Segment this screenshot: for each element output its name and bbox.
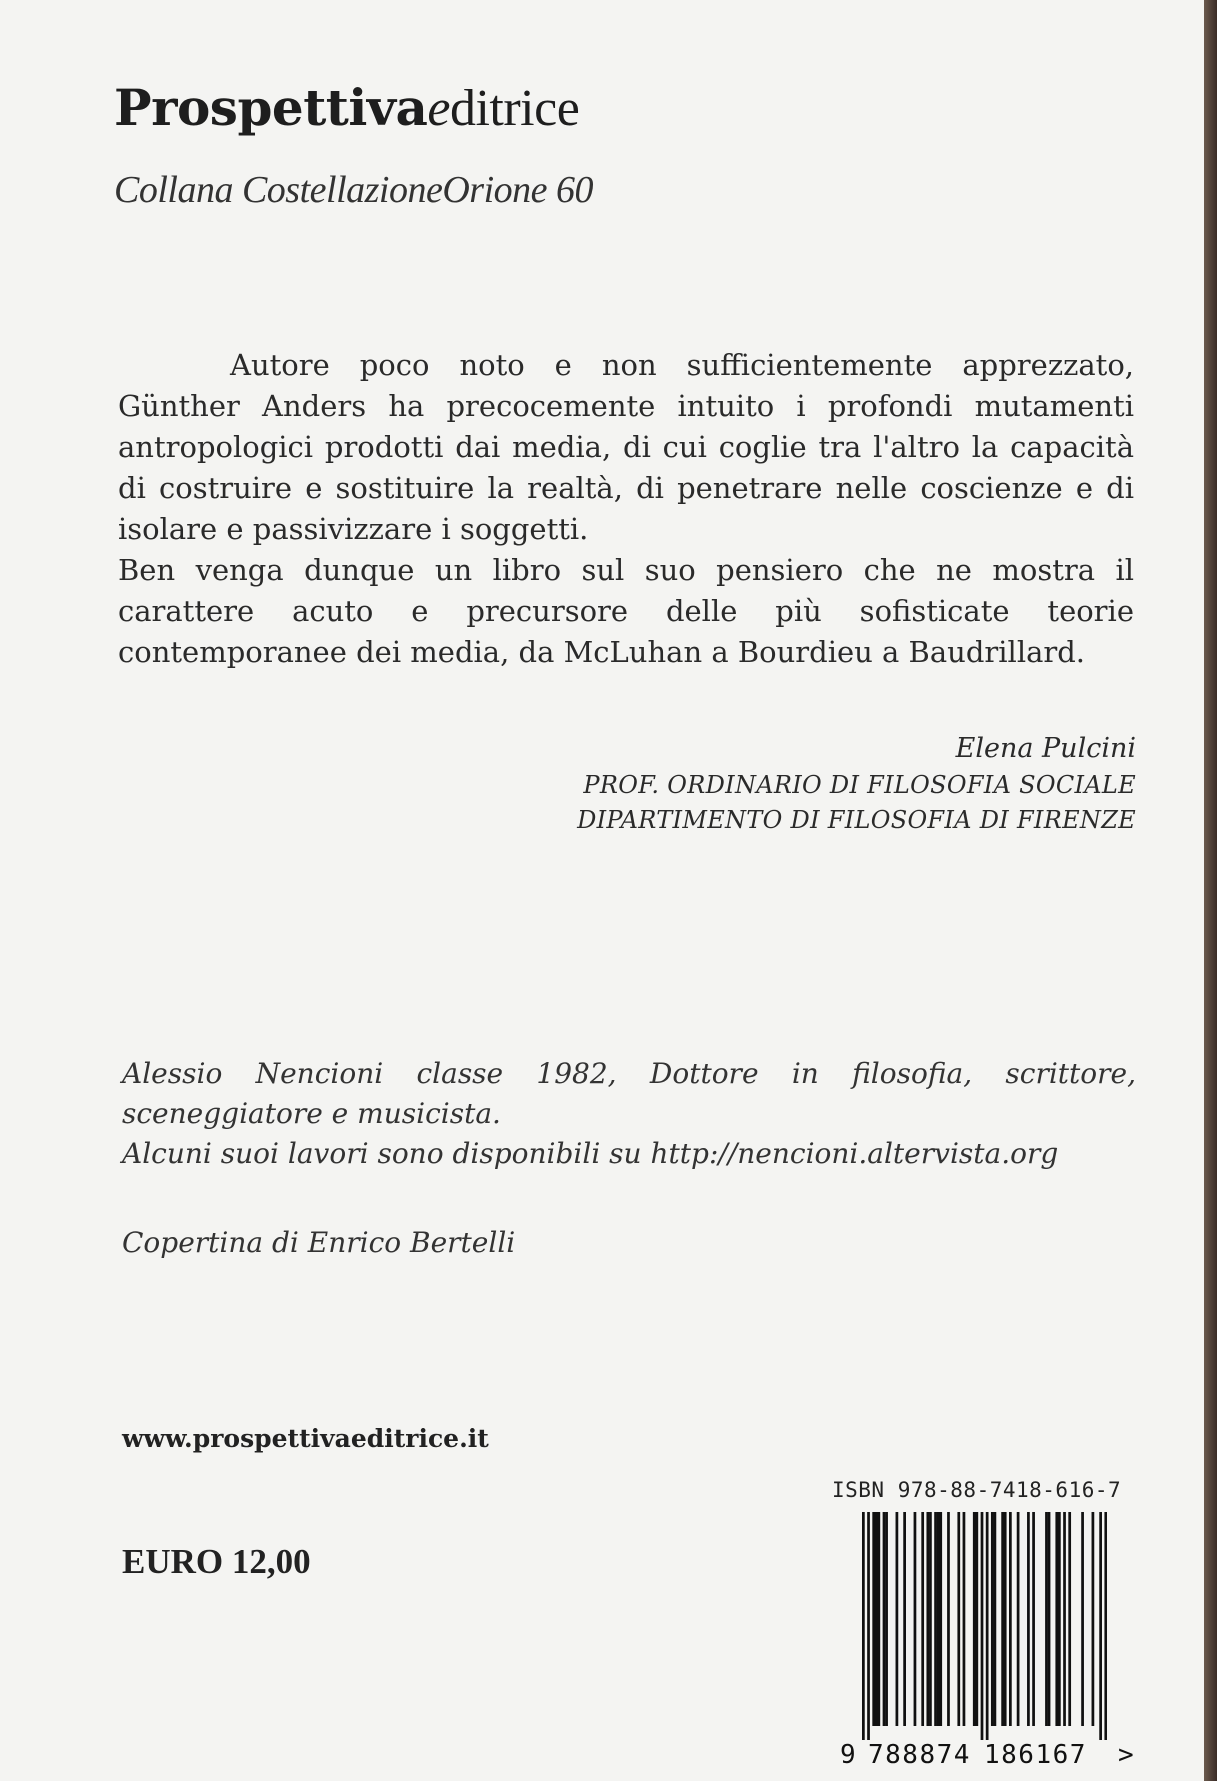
barcode-bar xyxy=(939,1512,942,1726)
blurb-paragraph-1: Autore poco noto e non sufficientemente apprezzato, Günther Anders ha precocemente intuito i profondi mutamenti antropologici prodotti dai media, di cui coglie tra l'altro la capacità di costruire e sostituire la realtà, di penetrare nelle coscienze e di isolare e passivizzare i soggetti. xyxy=(118,348,1134,546)
spine-edge xyxy=(1204,0,1217,1781)
barcode-guard-bar xyxy=(1099,1512,1102,1740)
brand-plain: ditrice xyxy=(449,80,580,137)
barcode-quiet-marker: > xyxy=(1118,1740,1134,1770)
barcode-bar xyxy=(1045,1512,1048,1726)
brand-italic: e xyxy=(427,80,450,137)
brand-bold: Prospettiva xyxy=(114,78,428,137)
barcode-bar xyxy=(914,1512,917,1726)
barcode-bars xyxy=(862,1512,1107,1740)
price: EURO 12,00 xyxy=(122,1542,311,1581)
barcode-bar xyxy=(963,1512,966,1726)
endorser-name: Elena Pulcini xyxy=(955,733,1136,764)
author-bio xyxy=(122,1054,1136,1174)
barcode-bar xyxy=(877,1512,880,1726)
barcode-guard-bar xyxy=(986,1512,989,1740)
barcode-bar xyxy=(883,1512,886,1726)
barcode-bar xyxy=(1055,1512,1058,1726)
barcode-bar xyxy=(957,1512,960,1726)
barcode-guard-bar xyxy=(981,1512,984,1740)
barcode-digits-left: 788874 xyxy=(868,1740,971,1770)
barcode-bar xyxy=(1068,1512,1071,1726)
barcode-digits-right: 186167 xyxy=(984,1740,1087,1770)
endorsement-signature xyxy=(436,730,1136,838)
barcode-bar xyxy=(872,1512,875,1726)
barcode-bar xyxy=(1009,1512,1012,1726)
barcode-bar xyxy=(1032,1512,1035,1726)
series-title: Collana CostellazioneOrione 60 xyxy=(114,169,593,211)
barcode-digit-first: 9 xyxy=(840,1740,856,1770)
barcode-bar xyxy=(921,1512,924,1726)
barcode-bar xyxy=(934,1512,937,1726)
barcode-guard-bar xyxy=(862,1512,865,1740)
barcode-bar xyxy=(1048,1512,1051,1726)
barcode-bar xyxy=(885,1512,888,1726)
barcode-bar xyxy=(875,1512,878,1726)
author-bio-line-1: Alessio Nencioni classe 1982, Dottore in filosofia, scrittore, xyxy=(122,1057,1136,1090)
barcode-bar xyxy=(1001,1512,1004,1726)
barcode-bar xyxy=(896,1512,899,1726)
barcode-bar xyxy=(1092,1512,1095,1726)
barcode-bar xyxy=(994,1512,997,1726)
barcode-bar xyxy=(1004,1512,1007,1726)
barcode-bar xyxy=(1058,1512,1061,1726)
publisher-website: www.prospettivaeditrice.it xyxy=(122,1424,489,1453)
cover-credit: Copertina di Enrico Bertelli xyxy=(122,1226,516,1259)
barcode-bar xyxy=(973,1512,976,1726)
blurb xyxy=(118,345,1134,673)
isbn-text: ISBN 978-88-7418-616-7 xyxy=(832,1478,1122,1502)
barcode-guard-bar xyxy=(867,1512,870,1740)
barcode-bar xyxy=(929,1512,932,1726)
author-bio-line-2: sceneggiatore e musicista. xyxy=(122,1097,501,1130)
barcode xyxy=(832,1478,1152,1778)
barcode-bar xyxy=(903,1512,906,1726)
barcode-bar xyxy=(937,1512,940,1726)
barcode-bar xyxy=(1081,1512,1084,1726)
barcode-bar xyxy=(1017,1512,1020,1726)
endorser-role-2: DIPARTIMENTO DI FILOSOFIA DI FIRENZE xyxy=(577,806,1136,834)
blurb-paragraph-2: Ben venga dunque un libro sul suo pensiero che ne mostra il carattere acuto e precursore delle più sofisticate teorie contemporanee dei media, da McLuhan a Bourdieu a Baudrillard. xyxy=(118,553,1134,669)
barcode-bar xyxy=(1027,1512,1030,1726)
barcode-bar xyxy=(1063,1512,1066,1726)
endorser-role-1: PROF. ORDINARIO DI FILOSOFIA SOCIALE xyxy=(583,771,1136,799)
author-bio-line-3: Alcuni suoi lavori sono disponibili su http://nencioni.altervista.org xyxy=(122,1137,1059,1170)
publisher-logo xyxy=(114,78,579,138)
barcode-guard-bar xyxy=(1104,1512,1107,1740)
barcode-bar xyxy=(975,1512,978,1726)
barcode-bar xyxy=(947,1512,950,1726)
barcode-bar xyxy=(991,1512,994,1726)
barcode-bar xyxy=(926,1512,929,1726)
